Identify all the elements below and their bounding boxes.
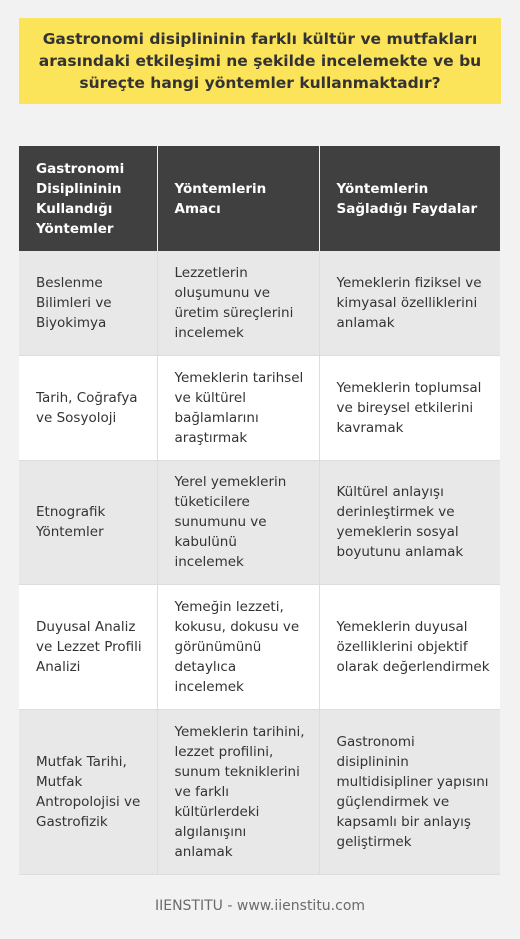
table-cell-purpose: Yerel yemeklerin tüketicilere sunumunu ve kabulünü incelemek	[157, 460, 319, 584]
table-cell-benefit: Yemeklerin duyusal özelliklerini objektif olarak değerlendirmek	[319, 584, 500, 709]
title-banner	[19, 18, 501, 104]
column-header-methods: Gastronomi Disiplininin Kullandığı Yöntemler	[19, 146, 157, 251]
page-title: Gastronomi disiplininin farklı kültür ve mutfakları arasındaki etkileşimi ne şekilde incelemekte ve bu süreçte hangi yöntemler kullanmaktadır?	[38, 30, 482, 92]
table-row	[19, 584, 500, 709]
table-cell-purpose: Yemeklerin tarihsel ve kültürel bağlamlarını araştırmak	[157, 355, 319, 460]
table-header-row	[19, 146, 500, 251]
table-cell-benefit: Kültürel anlayışı derinleştirmek ve yemeklerin sosyal boyutunu anlamak	[319, 460, 500, 584]
column-header-benefits: Yöntemlerin Sağladığı Faydalar	[319, 146, 500, 251]
table-row	[19, 460, 500, 584]
table-cell-purpose: Lezzetlerin oluşumunu ve üretim süreçlerini incelemek	[157, 251, 319, 355]
table-cell-method: Etnografik Yöntemler	[19, 460, 157, 584]
column-header-purpose: Yöntemlerin Amacı	[157, 146, 319, 251]
table-cell-method: Beslenme Bilimleri ve Biyokimya	[19, 251, 157, 355]
table-cell-method: Mutfak Tarihi, Mutfak Antropolojisi ve Gastrofizik	[19, 709, 157, 874]
footer-credit: IIENSTITU - www.iienstitu.com	[154, 898, 366, 914]
table-row	[19, 709, 500, 874]
table-cell-benefit: Yemeklerin fiziksel ve kimyasal özelliklerini anlamak	[319, 251, 500, 355]
table-cell-method: Duyusal Analiz ve Lezzet Profili Analizi	[19, 584, 157, 709]
table-cell-benefit: Gastronomi disiplininin multidisipliner yapısını güçlendirmek ve kapsamlı bir anlayış geliştirmek	[319, 709, 500, 874]
table-row	[19, 251, 500, 355]
table-cell-purpose: Yemeğin lezzeti, kokusu, dokusu ve görünümünü detaylıca incelemek	[157, 584, 319, 709]
table-cell-purpose: Yemeklerin tarihini, lezzet profilini, sunum tekniklerini ve farklı kültürlerdeki algılanışını anlamak	[157, 709, 319, 874]
table-row	[19, 355, 500, 460]
methods-table	[19, 146, 500, 875]
table-cell-method: Tarih, Coğrafya ve Sosyoloji	[19, 355, 157, 460]
table-cell-benefit: Yemeklerin toplumsal ve bireysel etkilerini kavramak	[319, 355, 500, 460]
